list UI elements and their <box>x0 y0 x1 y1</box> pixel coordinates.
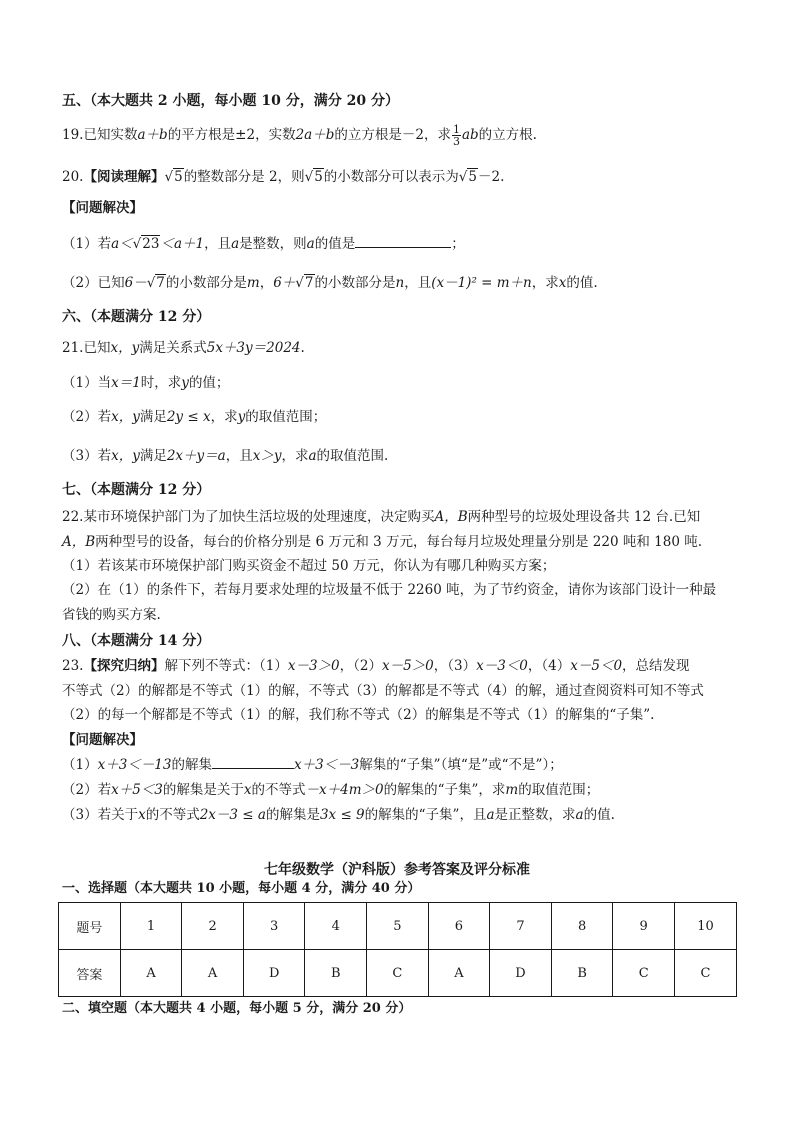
question-23-line-2: 不等式（2）的解都是不等式（1）的解，不等式（3）的解都是不等式（4）的解，通过查阅资料可知不等式 <box>62 683 704 699</box>
question-22-line-1: 22.某市环境保护部门为了加快生活垃圾的处理速度，决定购买A，B两种型号的垃圾处理设备共 12 台.已知 <box>62 509 701 525</box>
fraction-one-third <box>452 124 461 147</box>
sqrt-5: √5 <box>164 169 183 185</box>
q20-text: 的整数部分是 2，则 <box>183 169 305 185</box>
question-20 <box>62 168 504 186</box>
answer-cell: C <box>613 950 675 997</box>
q19-expr: 2a＋b <box>295 127 335 143</box>
answer-key-title: 七年级数学（沪科版）参考答案及评分标准 <box>264 862 530 878</box>
question-number: 6 <box>428 903 490 950</box>
question-22-line-2: A，B两种型号的设备，每台的价格分别是 6 万元和 3 万元，每台每月垃圾处理量分别是 220 吨和 180 吨. <box>62 534 703 550</box>
question-number: 7 <box>490 903 552 950</box>
q19-expr: a＋b <box>137 127 168 143</box>
question-23-line-3: （2）的每一个解都是不等式（1）的解，我们称不等式（2）的解集是不等式（1）的解集的“子集”. <box>62 707 655 723</box>
q20-part-1 <box>62 235 465 253</box>
q20-text: 的小数部分可以表示为 <box>323 169 459 185</box>
answer-cell: A <box>182 950 244 997</box>
q19-text: 的平方根是±2，实数 <box>167 127 296 143</box>
answer-cell: A <box>428 950 490 997</box>
q22-part-2-cont: 省钱的购买方案. <box>62 607 161 623</box>
q21-part-3: （3）若x，y满足2x＋y＝a，且x＞y，求a的取值范围. <box>62 448 389 464</box>
answer-cell: D <box>490 950 552 997</box>
sqrt-7: √7 <box>295 275 314 291</box>
question-number: 3 <box>243 903 305 950</box>
question-number: 4 <box>305 903 367 950</box>
sqrt-23: √23 <box>132 236 160 252</box>
q20p1-var: a <box>231 236 240 252</box>
q20p1-text: （1）若 <box>62 236 112 252</box>
answer-cell: A <box>120 950 182 997</box>
choice-section-heading: 一、选择题（本大题共 10 小题，每小题 4 分，满分 40 分） <box>62 881 421 896</box>
sqrt-5: √5 <box>458 169 477 185</box>
q19-text: 19.已知实数 <box>62 127 138 143</box>
q20p1-expr: ＜a＋1 <box>160 236 205 252</box>
q20-text: －2. <box>477 169 505 185</box>
q22-part-2: （2）在（1）的条件下，若每月要求处理的垃圾量不低于 2260 吨，为了节约资金，请你为该部门设计一种最 <box>62 582 717 598</box>
question-number: 1 <box>120 903 182 950</box>
q19-text: 的立方根. <box>478 127 537 143</box>
q20-text: 20. <box>62 169 84 185</box>
answer-cell: B <box>551 950 613 997</box>
q19-text: 的立方根是－2，求 <box>334 127 451 143</box>
q23-part-3: （3）若关于x的不等式2x－3 ≤ a的解集是3x ≤ 9的解集的“子集”，且a是正整数，求a的值. <box>62 807 615 823</box>
q23-problem-heading: 【问题解决】 <box>62 732 143 748</box>
q20-tag: 【阅读理解】 <box>83 169 165 185</box>
q20-part-2: （2）已知6－√7的小数部分是m，6＋√7的小数部分是n，且(x－1)² = m＋n，求x的值. <box>62 275 598 291</box>
q21-part-2: （2）若x，y满足2y ≤ x，求y的取值范围； <box>62 409 327 425</box>
answer-table <box>58 902 737 997</box>
answer-cell: C <box>367 950 429 997</box>
q20p1-expr: a＜ <box>111 236 133 252</box>
q20p1-text: 的值是 <box>314 236 356 252</box>
sqrt-5: √5 <box>304 169 323 185</box>
question-number: 9 <box>613 903 675 950</box>
answer-blank[interactable] <box>212 756 294 769</box>
q22-part-1: （1）若该某市环境保护部门购买资金不超过 50 万元，你认为有哪几种购买方案； <box>62 558 556 574</box>
fill-section-heading: 二、填空题（本大题共 4 小题，每小题 5 分，满分 20 分） <box>62 1001 412 1016</box>
sqrt-7: √7 <box>146 275 165 291</box>
question-19 <box>62 124 537 147</box>
answer-cell: C <box>674 950 736 997</box>
q19-expr: ab <box>461 127 479 143</box>
row-label: 题号 <box>59 903 121 950</box>
answer-blank[interactable] <box>355 235 451 248</box>
section-6-heading: 六、（本题满分 12 分） <box>62 309 211 325</box>
answer-cell: D <box>243 950 305 997</box>
q21-part-1: （1）当x＝1时，求y的值； <box>62 375 230 391</box>
answer-cell: B <box>305 950 367 997</box>
fraction-denominator: 3 <box>452 135 460 148</box>
question-number: 5 <box>367 903 429 950</box>
fraction-numerator: 1 <box>452 123 460 136</box>
q20p1-text: ； <box>451 236 465 252</box>
question-number: 2 <box>182 903 244 950</box>
section-7-heading: 七、（本题满分 12 分） <box>62 482 211 498</box>
q20p1-var: a <box>306 236 315 252</box>
question-23-line-1: 23.【探究归纳】解下列不等式：（1）x－3＞0，（2）x－5＞0，（3）x－3＜0，（4）x－5＜0，总结发现 <box>62 658 690 674</box>
table-row <box>59 950 737 997</box>
question-21: 21.已知x，y满足关系式5x＋3y＝2024. <box>62 340 305 356</box>
question-number: 8 <box>551 903 613 950</box>
q23-part-2: （2）若x＋5＜3的解集是关于x的不等式－x＋4m＞0的解集的“子集”，求m的取值范围； <box>62 782 600 798</box>
q20p1-text: ，且 <box>204 236 232 252</box>
section-8-heading: 八、（本题满分 14 分） <box>62 633 211 649</box>
q20-problem-heading: 【问题解决】 <box>62 200 143 216</box>
question-number: 10 <box>674 903 736 950</box>
q20p1-text: 是整数，则 <box>239 236 307 252</box>
row-label: 答案 <box>59 950 121 997</box>
q23-part-1: （1）x＋3＜－13的解集 x＋3＜－3解集的“子集”（填“是”或“不是”）； <box>62 757 563 773</box>
table-row <box>59 903 737 950</box>
section-5-heading: 五、（本大题共 2 小题，每小题 10 分，满分 20 分） <box>62 93 399 109</box>
